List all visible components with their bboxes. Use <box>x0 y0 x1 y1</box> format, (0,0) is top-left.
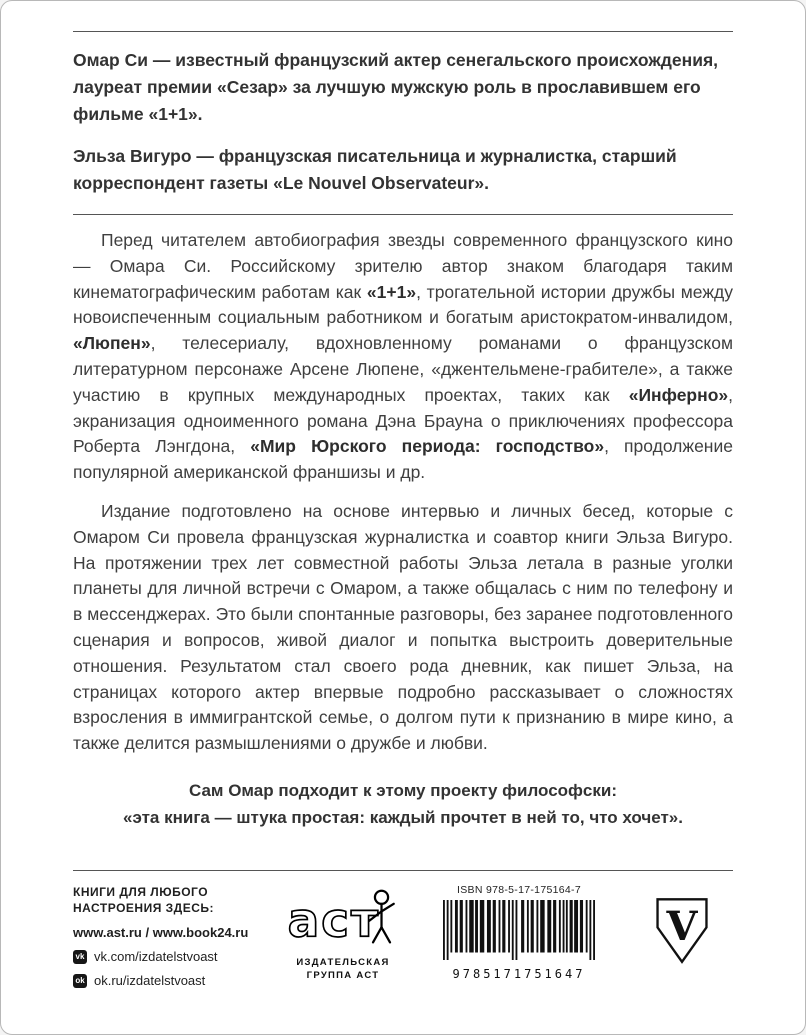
promo-line-2: НАСТРОЕНИЯ ЗДЕСЬ: <box>73 901 215 915</box>
ast-publisher-block <box>277 884 409 982</box>
isbn-barcode-block <box>429 884 609 983</box>
closing-quote-line-2: «эта книга — штука простая: каждый прочтет в ней то, что хочет». <box>122 807 683 827</box>
v-imprint-logo-icon <box>653 896 711 966</box>
ok-icon: ok <box>73 974 87 988</box>
ast-logo-text: аст <box>287 893 380 948</box>
v-imprint-block <box>653 884 711 971</box>
ast-logo-icon <box>287 886 399 948</box>
mid-divider <box>73 214 733 215</box>
intro-paragraph-omar: Омар Си — известный французский актер сенегальского происхождения, лауреат премии «Сезар» за лучшую мужскую роль в прославившем его фильме «1+1». <box>73 50 719 124</box>
ok-link-row <box>73 973 273 988</box>
publisher-footer <box>73 870 733 988</box>
v-imprint-letter: V <box>666 904 698 951</box>
annotation-section <box>73 228 733 757</box>
vk-link-label: vk.com/izdatelstvoast <box>94 949 218 964</box>
barcode-bars <box>443 900 595 965</box>
vk-link-row <box>73 949 273 964</box>
closing-quote <box>73 777 733 831</box>
publisher-caption-line-1: ИЗДАТЕЛЬСКАЯ <box>296 957 390 968</box>
intro-section <box>73 47 733 197</box>
annotation-paragraph-1: Перед читателем автобиография звезды современного французского кино — Омара Си. Российскому зрителю автор знаком благодаря таким кинематографическим работам как «1+1», трогательной истории дружбы между новоиспеченным социальным работником и богатым аристократом-инвалидом, «Люпен», телесериалу, вдохновленному романами о французском литературном персонаже Арсене Люпене, «джентельмене-грабителе», а также участию в крупных международных проектах, таких как «Инферно», экранизация одноименного романа Дэна Брауна о приключениях профессора Роберта Лэнгдона, «Мир Юрского периода: господство», продолжение популярной американской франшизы и др. <box>73 230 733 483</box>
promo-line-1: КНИГИ ДЛЯ ЛЮБОГО <box>73 885 209 899</box>
annotation-paragraph-2: Издание подготовлено на основе интервью и личных бесед, которые с Омаром Си провела французская журналистка и соавтор книги Эльза Вигуро. На протяжении трех лет совместной работы Эльза летала в разные уголки планеты для личной встречи с Омаром, а также общалась с ним по телефону и в мессенджерах. Это были спонтанные разговоры, без заранее подготовленного сценария и вопросов, живой диалог и попытка выстроить доверительные отношения. Результатом стал своего рода дневник, как пишет Эльза, на страницах которого актер впервые подробно рассказывает о сложностях взросления в иммигрантской семье, о долгом пути к признанию в мире кино, а также делится размышлениями о дружбе и любви. <box>73 500 733 754</box>
ok-link-label: ok.ru/izdatelstvoast <box>94 973 206 988</box>
top-divider <box>73 31 733 32</box>
barcode-digits: 9785171751647 <box>452 967 586 981</box>
promo-links-block <box>73 884 273 988</box>
publisher-caption-line-2: ГРУППА АСТ <box>306 970 380 981</box>
vk-icon: vk <box>73 950 87 964</box>
websites-line: www.ast.ru / www.book24.ru <box>73 925 249 940</box>
intro-paragraph-elsa: Эльза Вигуро — французская писательница и журналистка, старший корреспондент газеты «Le Nouvel Observateur». <box>73 146 677 193</box>
closing-quote-line-1: Сам Омар подходит к этому проекту философски: <box>188 780 618 800</box>
isbn-text: ISBN 978-5-17-175164-7 <box>457 884 581 896</box>
